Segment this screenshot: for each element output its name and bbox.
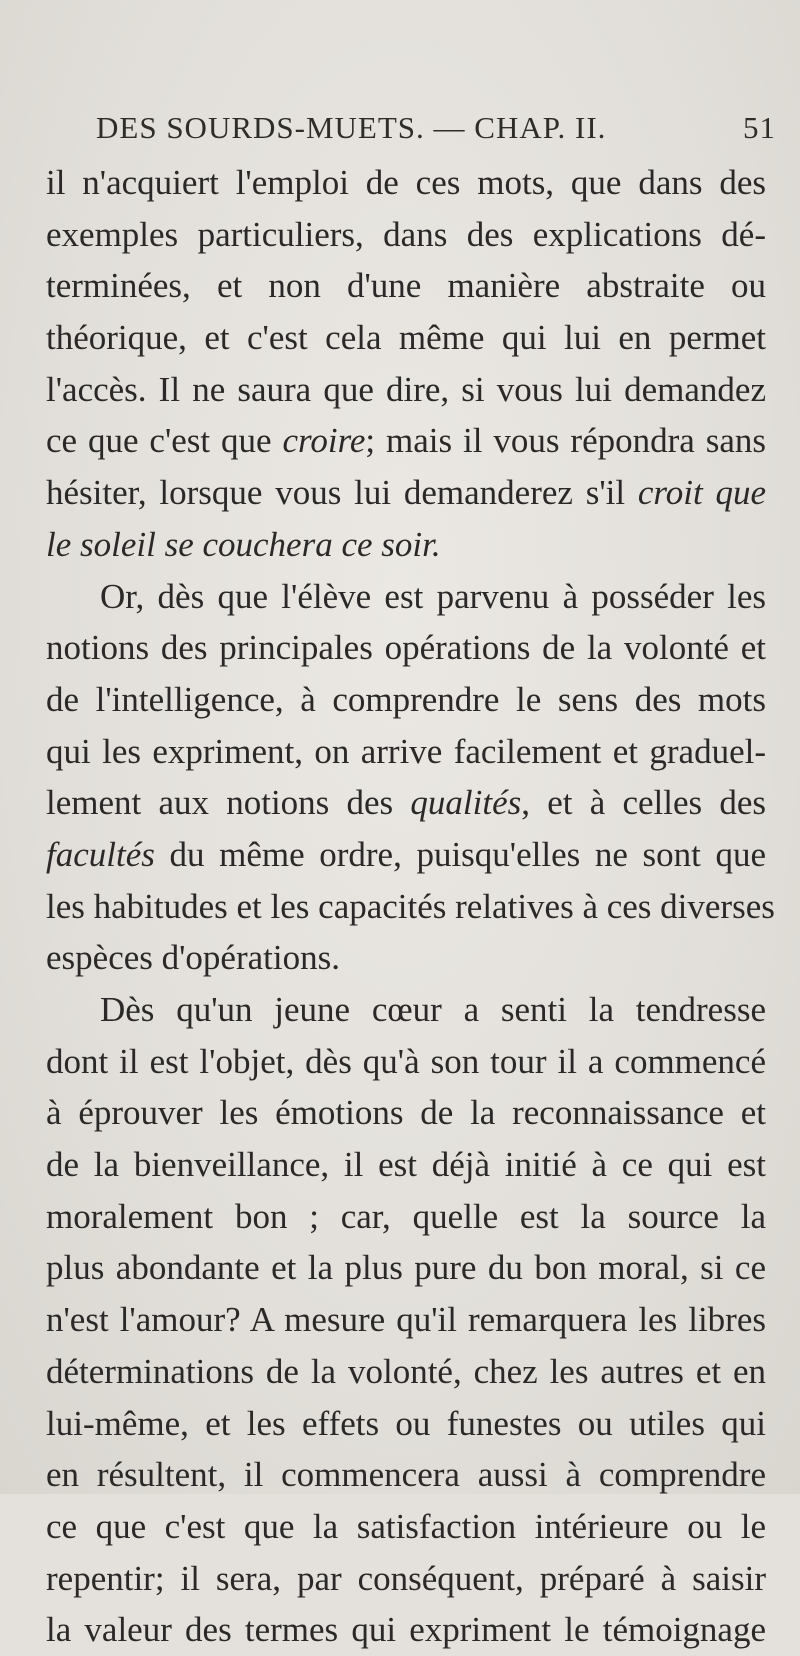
text-line: les habitudes et les capacités relatives à ces diverses [46,886,775,926]
text-line: théorique, et c'est cela même qui lui en permet [46,318,766,358]
text-line: notions des principales opérations de la volonté et [46,628,766,668]
text-line: à éprouver les émotions de la reconnaissance et [46,1093,766,1133]
text-line: dont il est l'objet, dès qu'à son tour il a commencé [46,1041,766,1081]
text-line: de la bienveillance, il est déjà initié à ce qui est [46,1145,766,1185]
text-line: moralement bon ; car, quelle est la source la [46,1196,766,1236]
text-line: terminées, et non d'une manière abstraite ou [46,266,766,306]
text-line: lement aux notions des qualités, et à celles des [46,783,766,823]
text-line: exemples particuliers, dans des explications dé- [46,214,766,254]
text-line: Dès qu'un jeune cœur a senti la tendresse [100,990,766,1029]
text-line: qui les expriment, on arrive facilement et graduel- [46,731,766,771]
text-line: déterminations de la volonté, chez les autres et en [46,1351,766,1391]
text-line: la valeur des termes qui expriment le témoignage [46,1610,766,1650]
running-head [96,110,776,150]
text-line: plus abondante et la plus pure du bon moral, si ce [46,1248,766,1288]
text-line: lui-même, et les effets ou funestes ou utiles qui [46,1403,766,1443]
text-line: repentir; il sera, par conséquent, préparé à saisir [46,1558,766,1598]
page-number: 51 [743,110,776,145]
body-text [46,157,775,1656]
text-line: il n'acquiert l'emploi de ces mots, que dans des [46,163,766,202]
running-title: DES SOURDS-MUETS. — CHAP. II. [96,110,607,145]
text-line: hésiter, lorsque vous lui demanderez s'il croit que [46,473,766,513]
text-line: facultés du même ordre, puisqu'elles ne sont que [46,834,766,874]
text-line: Or, dès que l'élève est parvenu à posséder les [100,576,766,616]
text-line: n'est l'amour? A mesure qu'il remarquera les libres [46,1300,766,1340]
text-line: ce que c'est que la satisfaction intérieure ou le [46,1506,766,1546]
text-line: de l'intelligence, à comprendre le sens des mots [46,679,766,719]
text-line: espèces d'opérations. [46,938,340,978]
text-line: l'accès. Il ne saura que dire, si vous lui demandez [46,369,766,409]
text-line: le soleil se couchera ce soir. [46,524,441,564]
text-line: en résultent, il commencera aussi à comprendre [46,1455,766,1495]
text-line: ce que c'est que croire; mais il vous répondra sans [46,421,766,461]
